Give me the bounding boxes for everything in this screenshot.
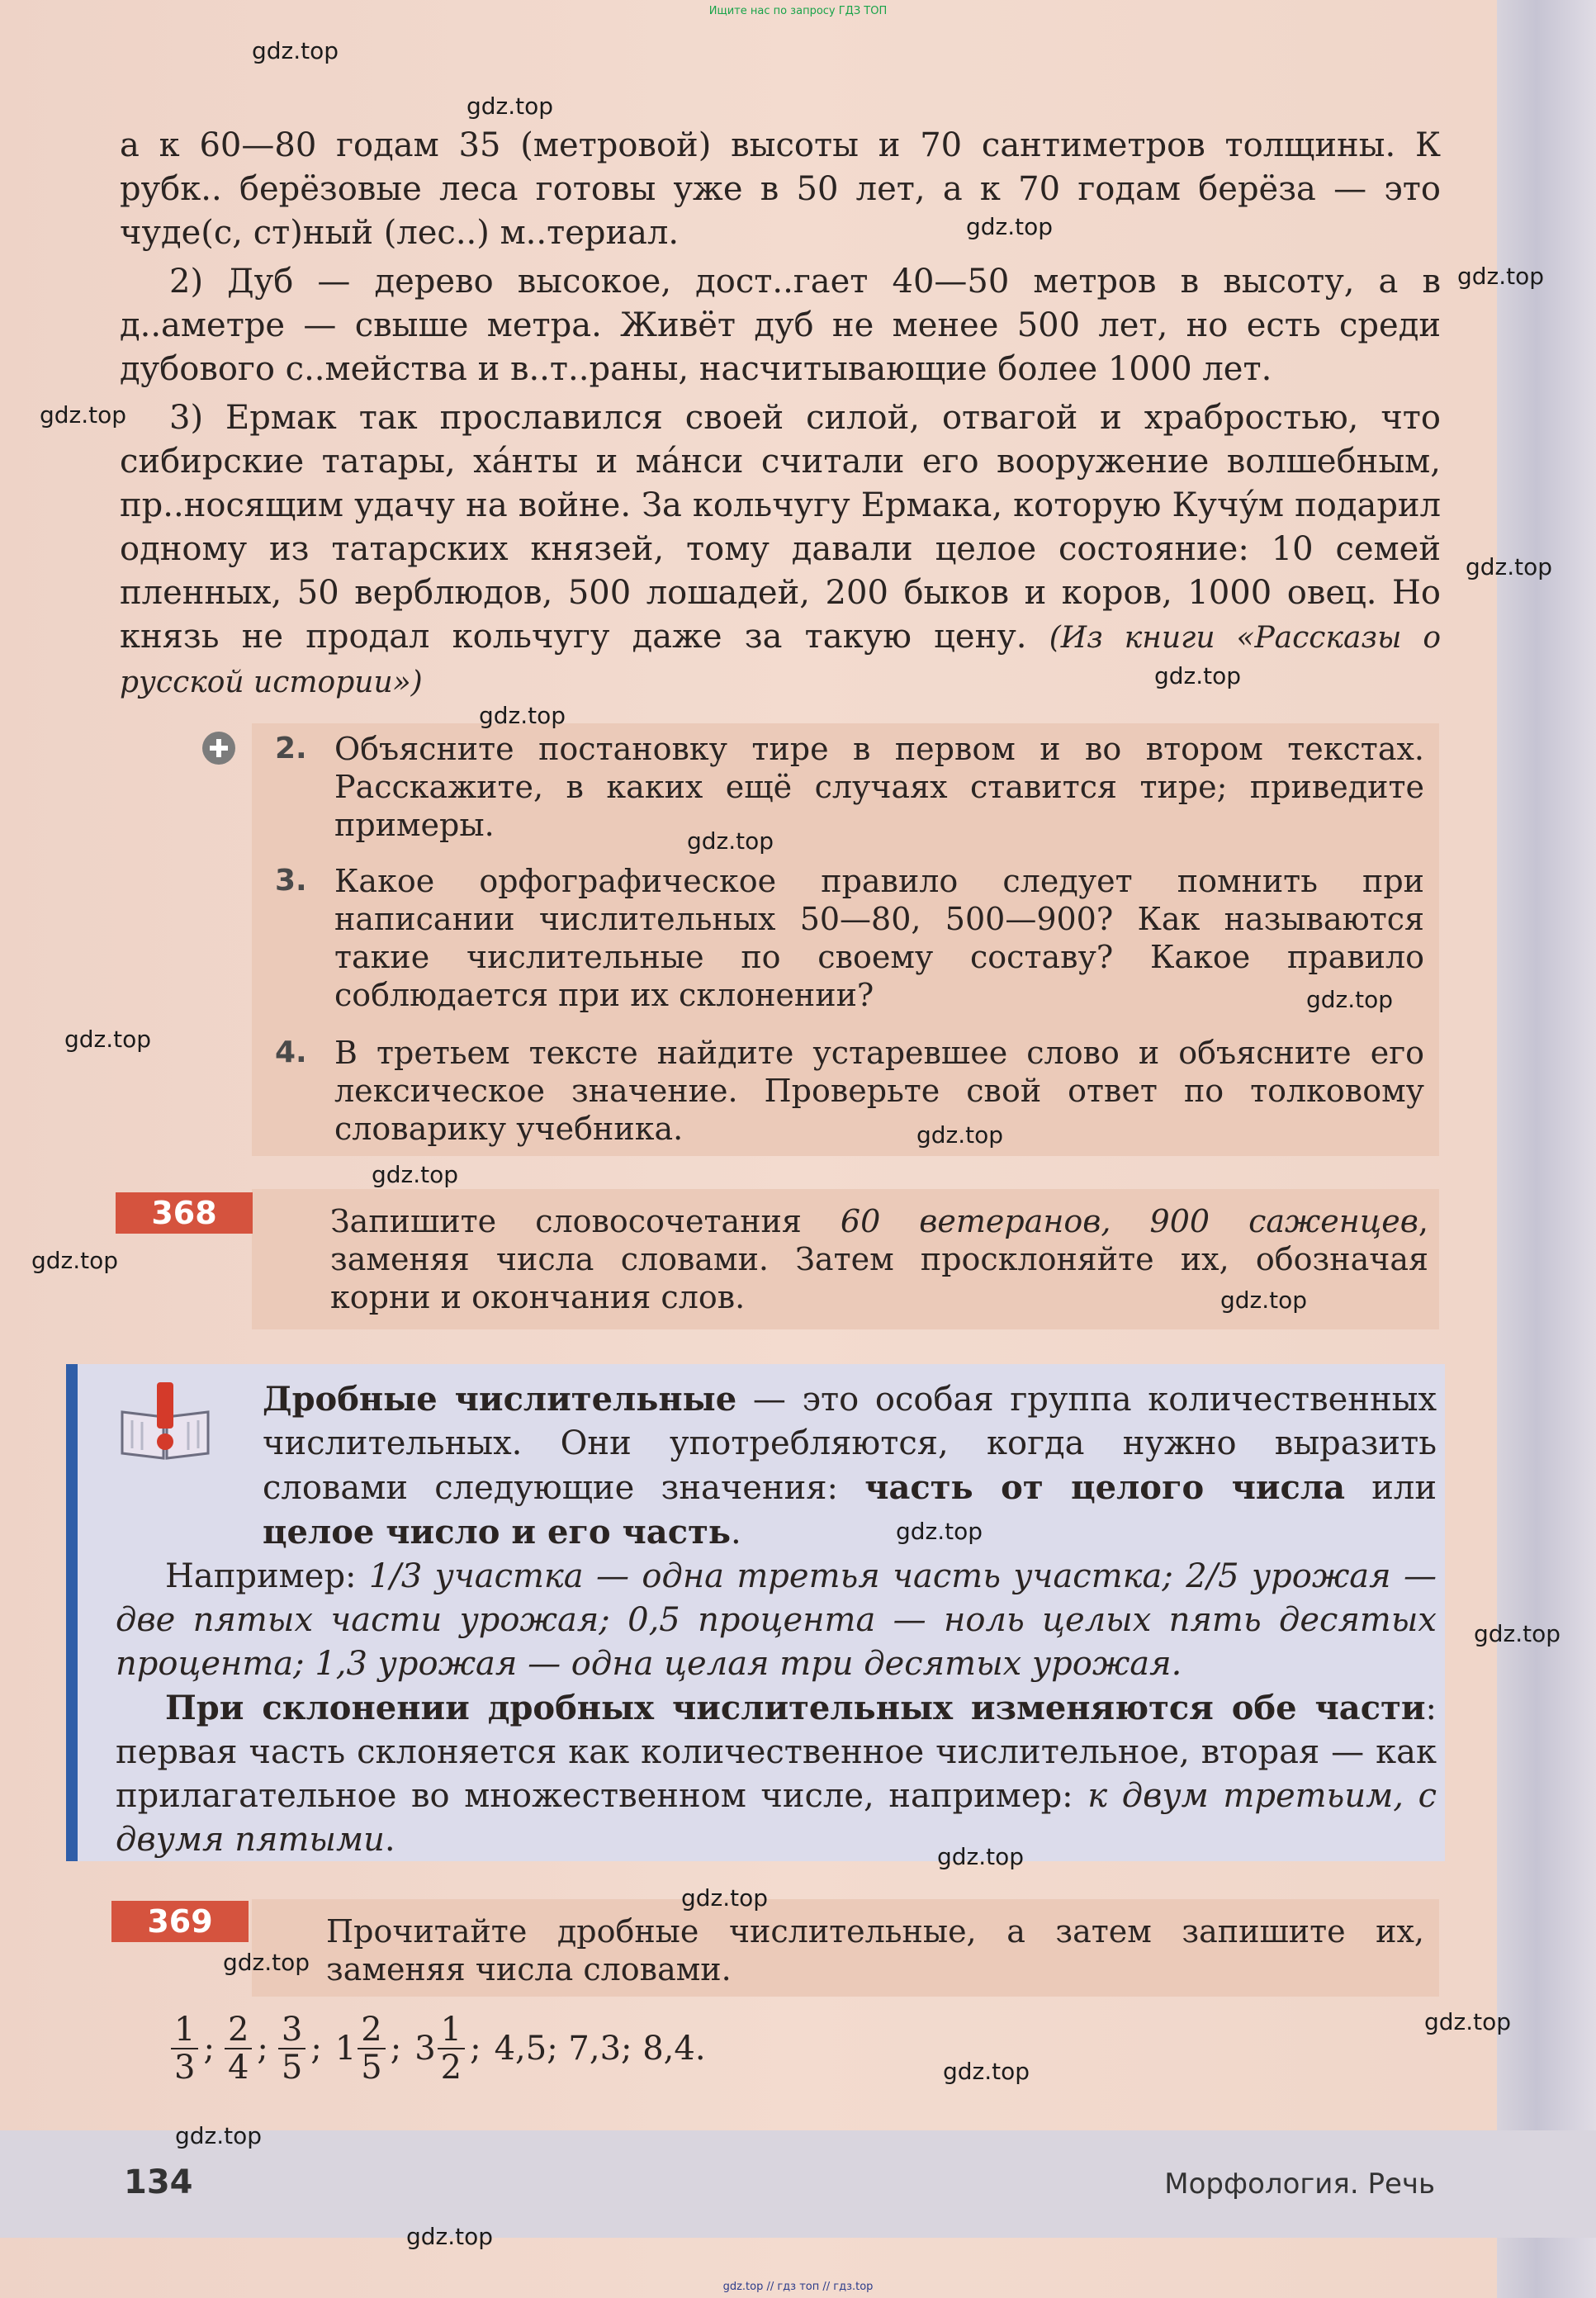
watermark: gdz.top (943, 2058, 1030, 2085)
text-3-body: 3) Ермак так прославился своей силой, отвагой и храбростью, что сибирские татары, ха́нты и ма́нси считали его вооружение волшебным, пр..носящим удачу на войне. За кольчугу Ермака, которую Кучу́м подарил одному из татарских князей, тому давали целое состояние: 10 семей пленных, 50 верблюдов, 500 лошадей, 200 быков и коров, 1000 овец. Но князь не продал кольчугу даже за такую цену. (120, 399, 1441, 656)
page-edge (1497, 0, 1596, 2298)
reading-text (120, 124, 1441, 709)
numerator: 1 (438, 2011, 465, 2049)
fraction-5 (438, 2011, 465, 2086)
watermark: gdz.top (1457, 263, 1545, 290)
watermark: gdz.top (31, 1247, 119, 1274)
watermark: gdz.top (252, 37, 339, 64)
task-number: 2. (275, 732, 307, 765)
task-text: Какое орфографическое правило следует помнить при написании числительных 50—80, 500—900? Как называются такие числительные по своему составу? Какое правило соблюдается при их склонении? (334, 863, 1424, 1013)
watermark: gdz.top (1220, 1286, 1308, 1314)
rule-paragraph-1 (116, 1377, 1437, 1555)
rule-p3-text: : первая часть склоняется как количественное числительное, вторая — как прилагательное во множественном числе, например: (116, 1689, 1437, 1815)
bottom-promo-note[interactable]: gdz.top // гдз топ // гдз.top (722, 2281, 874, 2293)
exercise-368-italic: 60 ветеранов, 900 саженцев (840, 1203, 1418, 1239)
denominator: 5 (281, 2049, 303, 2087)
rule-p1-bold-1: часть от целого числа (864, 1468, 1346, 1507)
whole-part: 3 (414, 2030, 436, 2068)
task-text: Объясните постановку тире в первом и во втором текстах. Расскажите, в каких ещё случаях ставится тире; приведите примеры. (334, 731, 1424, 843)
whole-part: 1 (334, 2030, 357, 2068)
separator: ; (203, 2030, 215, 2068)
text-3-source: (Из книги «Рассказы о русской истории») (120, 621, 1441, 699)
denominator: 5 (361, 2049, 382, 2087)
exercise-368-number: 368 (116, 1192, 253, 1234)
rule-text (116, 1377, 1437, 1862)
section-title: Морфология. Речь (1164, 2168, 1435, 2201)
task-text: В третьем тексте найдите устаревшее слово и объясните его лексическое значение. Проверьте свой ответ по толковому словарику учебника. (334, 1035, 1424, 1147)
numerator: 3 (278, 2011, 305, 2049)
task-4 (277, 1034, 1424, 1148)
decimal-numbers: 4,5; 7,3; 8,4. (494, 2030, 706, 2068)
watermark: gdz.top (372, 1161, 459, 1188)
watermark: gdz.top (937, 1843, 1025, 1870)
separator: ; (310, 2030, 322, 2068)
watermark: gdz.top (466, 92, 554, 120)
text-3 (120, 396, 1441, 704)
watermark: gdz.top (1154, 662, 1242, 689)
task-number: 4. (275, 1035, 307, 1069)
watermark: gdz.top (687, 827, 774, 855)
watermark: gdz.top (1306, 986, 1394, 1013)
fraction-4 (358, 2011, 385, 2086)
rule-p1-or: или (1345, 1469, 1437, 1507)
fraction-3 (278, 2011, 305, 2086)
numerator: 2 (358, 2011, 385, 2049)
watermark: gdz.top (479, 702, 566, 729)
fraction-1 (171, 2011, 198, 2086)
watermark: gdz.top (175, 2122, 263, 2149)
watermark: gdz.top (1466, 553, 1553, 580)
exercise-369-number: 369 (111, 1901, 249, 1942)
watermark: gdz.top (896, 1518, 983, 1545)
watermark: gdz.top (64, 1026, 152, 1053)
rule-p3-italic: к двум третьим, с двумя пятыми (116, 1777, 1437, 1859)
separator: ; (257, 2030, 268, 2068)
rule-term: Дробные числительные (263, 1380, 737, 1419)
watermark: gdz.top (966, 213, 1054, 240)
plus-icon (202, 732, 235, 765)
top-promo-note[interactable]: Ищите нас по запросу ГДЗ ТОП (708, 5, 888, 17)
rule-p1-end: . (731, 1514, 741, 1552)
watermark: gdz.top (223, 1949, 310, 1976)
exercise-369-text: Прочитайте дробные числительные, а затем запишите их, заменяя числа словами. (326, 1913, 1424, 1988)
fraction-2 (225, 2011, 252, 2086)
rule-p3-bold: При склонении дробных числительных изменяются обе части (165, 1689, 1426, 1727)
numerator: 2 (225, 2011, 252, 2049)
task-2 (277, 730, 1424, 844)
task-3 (277, 862, 1424, 1014)
page-number: 134 (124, 2163, 193, 2201)
rule-p3-end: . (384, 1821, 395, 1859)
rule-paragraph-2 (116, 1555, 1437, 1686)
exercise-368-text-b: , заменяя числа словами. Затем просклоняйте их, обозначая корни и окончания слов. (330, 1203, 1428, 1315)
rule-p1-a: — это особая группа количественных числительных. Они употребляются, когда нужно выразить словами следующие значения: (263, 1381, 1437, 1507)
separator: ; (390, 2030, 402, 2068)
numerator: 1 (171, 2011, 198, 2049)
fractions-list (169, 2011, 706, 2086)
watermark: gdz.top (40, 401, 127, 429)
rule-example-lead: Например: (165, 1557, 369, 1595)
watermark: gdz.top (916, 1121, 1004, 1149)
rule-accent-bar (66, 1364, 78, 1861)
separator: ; (470, 2030, 481, 2068)
watermark: gdz.top (1424, 2008, 1512, 2035)
exercise-368-text-a: Запишите словосочетания (330, 1203, 841, 1239)
watermark: gdz.top (681, 1884, 769, 1912)
task-number: 3. (275, 864, 307, 898)
denominator: 2 (440, 2049, 462, 2087)
denominator: 4 (227, 2049, 249, 2087)
rule-paragraph-3 (116, 1686, 1437, 1862)
watermark: gdz.top (406, 2223, 494, 2250)
text-continuation: а к 60—80 годам 35 (метровой) высоты и 70 сантиметров толщины. К рубк.. берёзовые леса готовы уже в 50 лет, а к 70 годам берёза — это чуде(с, ст)ный (лес..) м..териал. (120, 126, 1441, 252)
watermark: gdz.top (1474, 1620, 1561, 1647)
rule-examples: 1/3 участка — одна третья часть участка; 2/5 урожая — две пятых части урожая; 0,5 процента — ноль целых пять десятых процента; 1,3 урожая — одна целая три десятых урожая. (116, 1557, 1437, 1683)
text-2: 2) Дуб — дерево высокое, дост..гает 40—50 метров в высоту, а в д..аметре — свыше метра. Живёт дуб не менее 500 лет, но есть среди дубового с..мейства и в..т..раны, насчитывающие более 1000 лет. (120, 263, 1441, 388)
denominator: 3 (174, 2049, 196, 2087)
rule-p1-bold-2: целое число и его часть (263, 1513, 732, 1552)
